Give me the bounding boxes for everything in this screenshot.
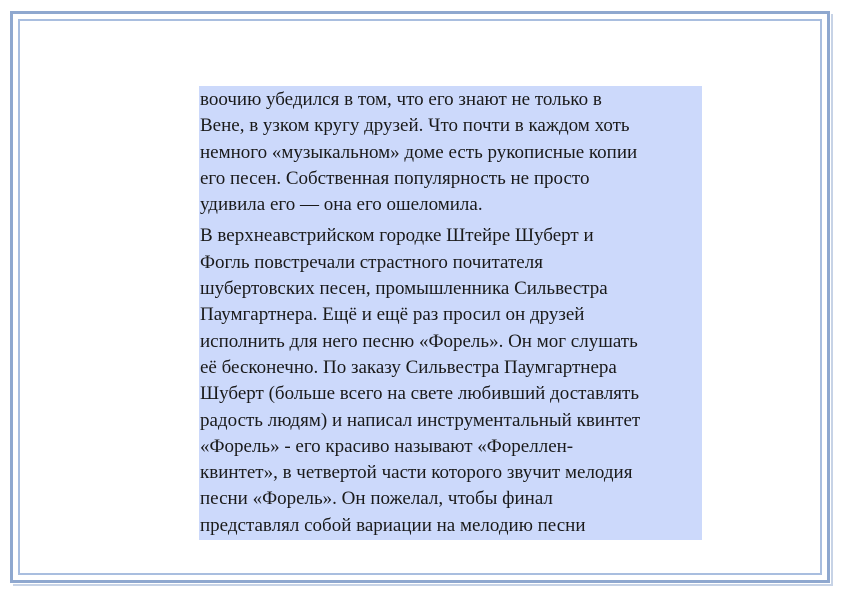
text-line: шубертовских песен, промышленника Сильвестра [200,278,608,300]
paragraph-1 [200,87,702,218]
text-line: его песен. Собственная популярность не просто [200,167,590,189]
text-line: Фогль повстречали страстного почитателя [200,251,543,273]
paragraph-2 [200,223,702,539]
text-line: квинтет», в четвертой части которого звучит мелодия [200,462,633,484]
text-line: Вене, в узком кругу друзей. Что почти в каждом хоть [200,115,630,137]
text-line: Шуберт (больше всего на свете любивший доставлять [200,383,640,405]
text-line: её бесконечно. По заказу Сильвестра Паумгартнера [200,356,617,378]
text-line: немного «музыкальном» доме есть рукописные копии [200,141,638,163]
text-line: воочию убедился в том, что его знают не только в [200,89,602,110]
text-line: Паумгартнера. Ещё и ещё раз просил он друзей [200,304,585,326]
text-line: удивила его — она его ошеломила. [200,194,483,216]
text-line: представлял собой вариации на мелодию песни [200,514,586,536]
text-box [199,86,702,540]
text-line: В верхнеавстрийском городке Штейре Шуберт и [200,225,594,247]
text-line: «Форель» - его красиво называют «Фореллен- [200,435,574,457]
text-line: исполнить для него песню «Форель». Он мог слушать [200,330,638,352]
text-line: радость людям) и написал инструментальный квинтет [200,409,641,431]
text-line: песни «Форель». Он пожелал, чтобы финал [200,488,553,510]
